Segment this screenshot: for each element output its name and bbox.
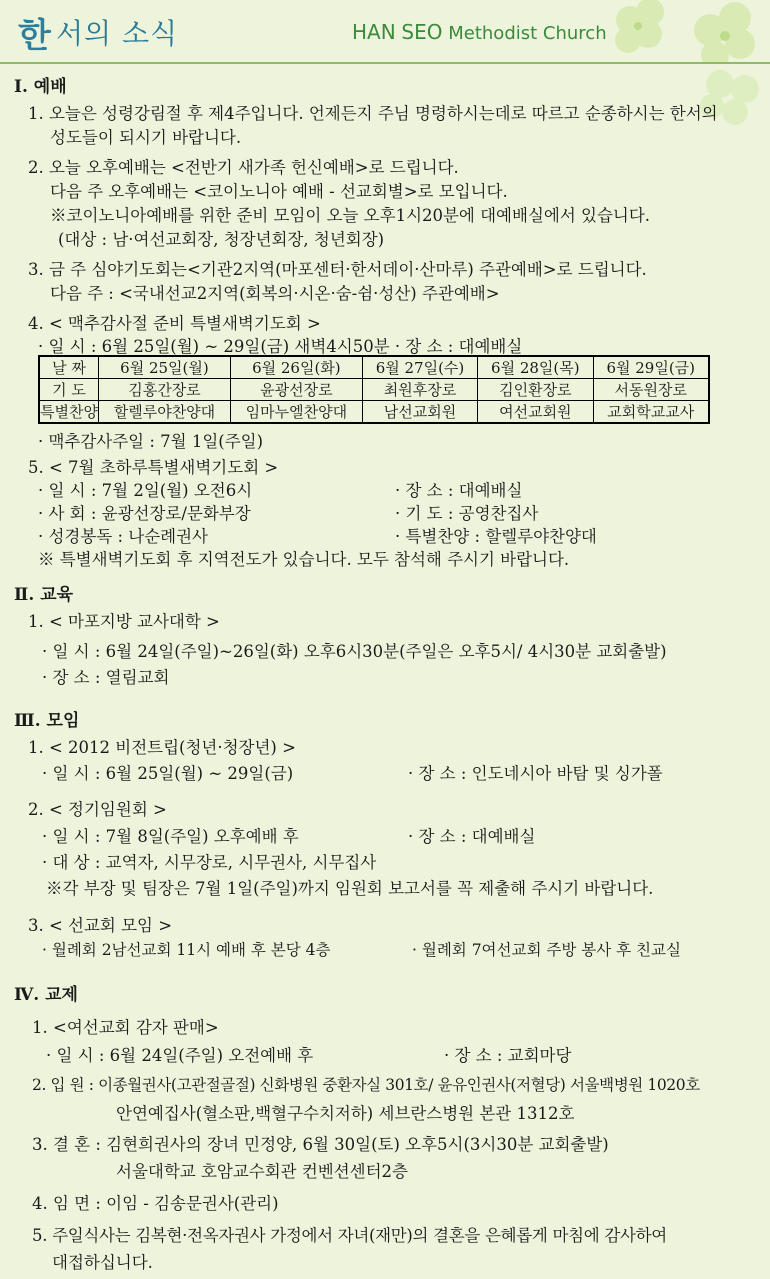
table-cell: 날 짜 [39,356,99,379]
worship-item-2-note: ※코이노니아예배를 위한 준비 모임이 오늘 오후1시20분에 대예배실에서 있습니다. [50,206,651,225]
education-item-1-time: · 일 시 : 6월 24일(주일)~26일(화) 오후6시30분(주일은 오후5시/ 4시30분 교회출발) [42,642,667,661]
table-cell: 6월 29일(금) [593,356,709,379]
dawn-prayer-place: · 장 소 : 대예배실 [395,481,523,500]
meeting-item-3-men: · 월례회 2남선교회 11시 예배 후 본당 4층 [42,941,331,959]
table-cell: 최원후장로 [362,379,477,401]
fellowship-item-4: 4. 임 면 : 이임 - 김송문권사(관리) [32,1194,279,1213]
dawn-prayer-note: ※ 특별새벽기도회 후 지역전도가 있습니다. 모두 참석해 주시기 바랍니다. [38,550,570,569]
fellowship-item-1-time: · 일 시 : 6월 24일(주일) 오전예배 후 [46,1046,314,1065]
table-cell: 6월 26일(화) [230,356,362,379]
meeting-item-2-place: · 장 소 : 대예배실 [408,827,536,846]
fellowship-item-3-cont: 서울대학교 호암교수회관 컨벤션센터2층 [116,1162,408,1181]
meeting-item-2: 2. < 정기임원회 > [28,800,167,819]
table-cell: 서동원장로 [593,379,709,401]
newsletter-title: 서의 소식 [56,17,179,50]
worship-item-2: 2. 오늘 오후예배는 <전반기 새가족 헌신예배>로 드립니다. [28,158,459,177]
dawn-prayer-host: · 사 회 : 윤광선장로/문화부장 [38,504,251,523]
table-cell: 남선교회원 [362,401,477,424]
meeting-item-1-place: · 장 소 : 인도네시아 바탐 및 싱가폴 [408,764,663,783]
prayer-schedule-table [38,355,710,424]
meeting-item-3: 3. < 선교회 모임 > [28,916,173,935]
worship-item-2-next: 다음 주 오후예배는 <코이노니아 예배 - 선교회별>로 모입니다. [50,182,508,201]
table-cell: 6월 28일(목) [478,356,593,379]
fellowship-item-5-cont: 대접하십니다. [52,1253,153,1272]
table-row [39,379,709,401]
table-cell: 할렐루야찬양대 [99,401,231,424]
table-row [39,401,709,424]
table-cell: 김인환장로 [478,379,593,401]
dawn-prayer-prayer: · 기 도 : 공영찬집사 [395,504,539,523]
section-heading-worship: Ⅰ. 예배 [14,77,67,97]
education-item-1-place: · 장 소 : 열림교회 [42,668,170,687]
section-heading-education: Ⅱ. 교육 [14,585,74,605]
worship-item-4: 4. < 맥추감사절 준비 특별새벽기도회 > [28,314,321,333]
worship-item-1: 1. 오늘은 성령강림절 후 제4주입니다. 언제든지 주님 명령하시는데로 따르고 순종하시는 한서의 [28,104,718,123]
fellowship-item-2-cont: 안연예집사(혈소판,백혈구수치저하) 세브란스병원 본관 1312호 [116,1104,575,1123]
fellowship-item-3: 3. 결 혼 : 김현희권사의 장녀 민정양, 6월 30일(토) 오후5시(3시30분 교회출발) [32,1135,609,1154]
fellowship-item-5: 5. 주일식사는 김복현·전옥자권사 가정에서 자녀(재만)의 결혼을 은혜롭게 마침에 감사하여 [32,1226,667,1245]
table-cell: 6월 25일(월) [99,356,231,379]
table-cell: 임마누엘찬양대 [230,401,362,424]
newsletter-title-first: 한 [18,16,51,56]
fellowship-item-2: 2. 입 원 : 이종월권사(고관절골절) 신화병원 중환자실 301호/ 윤유인권사(저혈당) 서울백병원 1020호 [32,1076,700,1094]
worship-item-3-next: 다음 주 : <국내선교2지역(회복의·시온·숨-쉼·성산) 주관예배> [50,284,500,303]
table-cell: 6월 27일(수) [362,356,477,379]
meeting-item-2-target: · 대 상 : 교역자, 시무장로, 시무권사, 시무집사 [42,853,377,872]
table-cell: 기 도 [39,379,99,401]
meeting-item-1: 1. < 2012 비전트립(청년·청장년) > [28,738,296,757]
table-cell: 특별찬양 [39,401,99,424]
thanksgiving-sunday: · 맥추감사주일 : 7월 1일(주일) [38,432,264,451]
section-heading-fellowship: Ⅳ. 교제 [14,985,78,1005]
header-divider [0,62,770,64]
table-cell: 윤광선장로 [230,379,362,401]
header [0,0,770,62]
church-name: HAN SEO Methodist Church [352,20,607,44]
section-heading-meetings: Ⅲ. 모임 [14,711,80,731]
dawn-prayer-reading: · 성경봉독 : 나순례권사 [38,527,208,546]
meeting-item-2-time: · 일 시 : 7월 8일(주일) 오후예배 후 [42,827,299,846]
dawn-prayer-time: · 일 시 : 7월 2일(월) 오전6시 [38,481,253,500]
meeting-item-3-women: · 월례회 7여선교회 주방 봉사 후 친교실 [412,941,681,959]
worship-item-4-schedule: · 일 시 : 6월 25일(월) ~ 29일(금) 새벽4시50분 · 장 소 : 대예배실 [38,337,523,356]
education-item-1: 1. < 마포지방 교사대학 > [28,612,220,631]
table-cell: 교회학교교사 [593,401,709,424]
worship-item-3: 3. 금 주 심야기도회는<기관2지역(마포센터·한서데이·산마루) 주관예배>로 드립니다. [28,260,647,279]
clover-decoration [590,0,770,62]
dawn-prayer-choir: · 특별찬양 : 할렐루야찬양대 [395,527,597,546]
fellowship-item-1: 1. <여선교회 감자 판매> [32,1018,219,1037]
table-cell: 여선교회원 [478,401,593,424]
meeting-item-2-note: ※각 부장 및 팀장은 7월 1일(주일)까지 임원회 보고서를 꼭 제출해 주시기 바랍니다. [46,879,654,898]
worship-item-1-cont: 성도들이 되시기 바랍니다. [50,128,242,147]
table-cell: 김홍간장로 [99,379,231,401]
worship-item-5: 5. < 7월 초하루특별새벽기도회 > [28,458,279,477]
table-row [39,356,709,379]
meeting-item-1-time: · 일 시 : 6월 25일(월) ~ 29일(금) [42,764,294,783]
fellowship-item-1-place: · 장 소 : 교회마당 [444,1046,572,1065]
worship-item-2-target: (대상 : 남·여선교회장, 청장년회장, 청년회장) [58,230,385,249]
